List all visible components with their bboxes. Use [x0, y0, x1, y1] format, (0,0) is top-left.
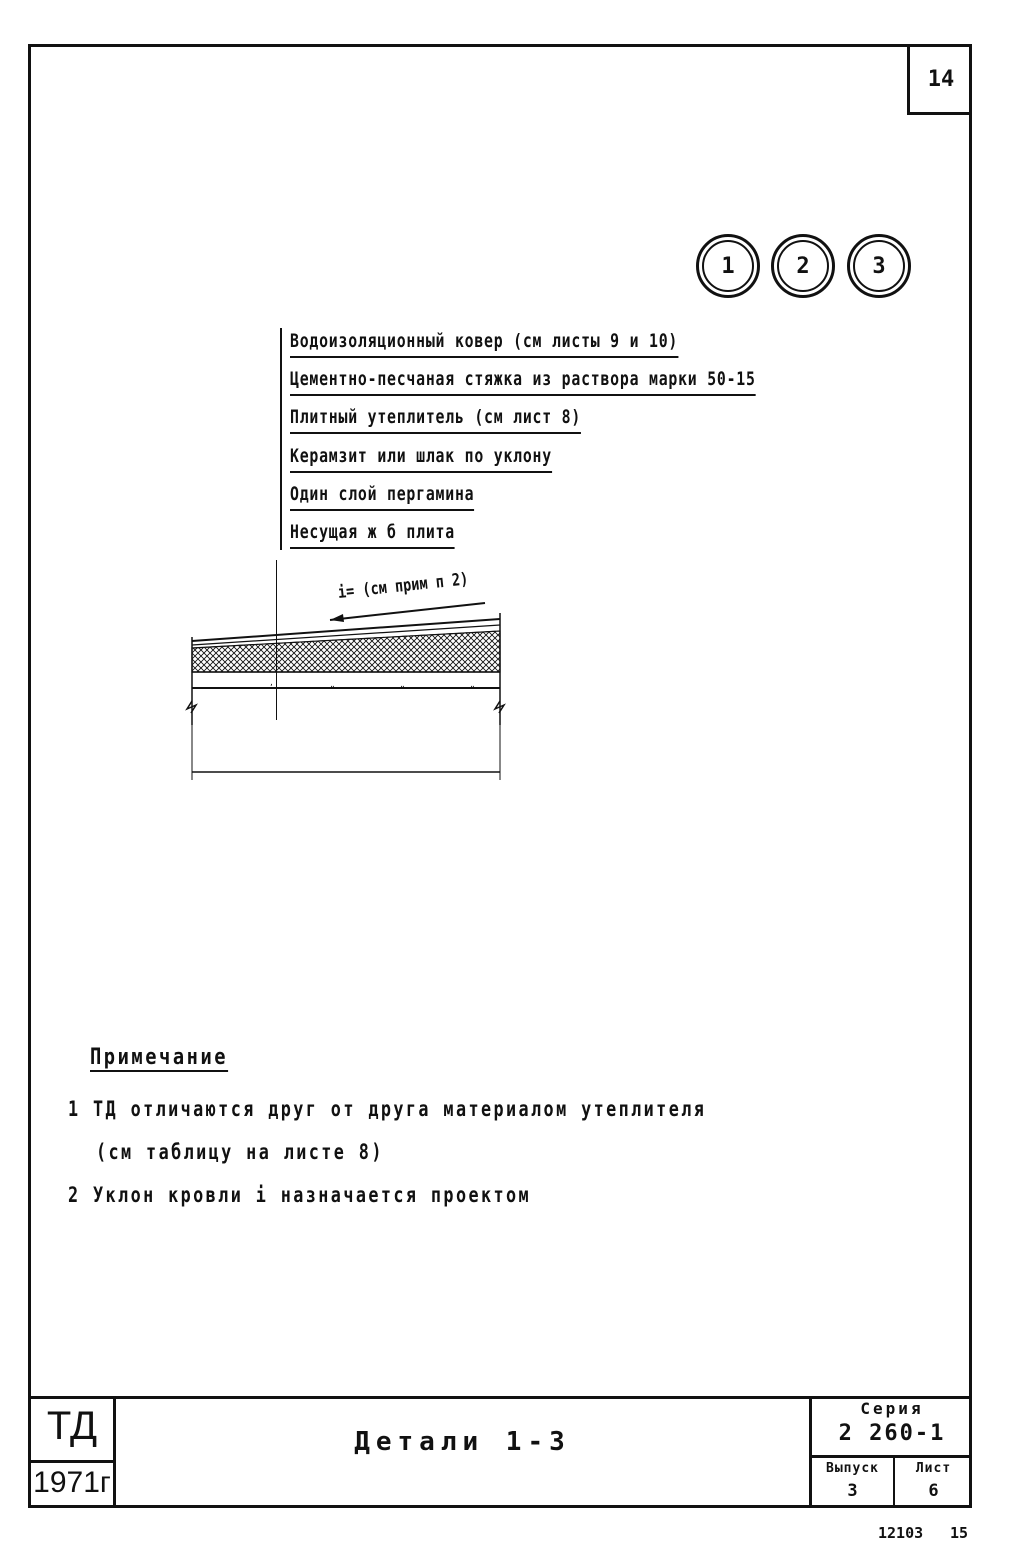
- layer-label-6: Несущая ж б плита: [290, 521, 455, 549]
- layer-label-5: Один слой пергамина: [290, 483, 474, 511]
- layer-label-1: Водоизоляционный ковер (см листы 9 и 10): [290, 330, 678, 358]
- detail-marker-2: [771, 234, 835, 298]
- detail-marker-1: [696, 234, 760, 298]
- detail-marker-label: 2: [796, 253, 810, 279]
- layer-label-2: Цементно-песчаная стяжка из раствора марки 50-15: [290, 368, 756, 396]
- title-block-org: ТД: [46, 1404, 98, 1448]
- svg-text:„: „: [330, 680, 335, 690]
- title-block-year: 1971г: [33, 1466, 111, 1499]
- layer-label-3: Плитный утеплитель (см лист 8): [290, 406, 581, 434]
- sheet-value: 6: [928, 1481, 939, 1501]
- series-value: 2 260-1: [838, 1421, 946, 1446]
- detail-marker-label: 1: [721, 253, 735, 279]
- svg-text:„: „: [400, 680, 405, 690]
- layer-leader-line: [280, 328, 282, 550]
- note-1: 1 ТД отличаются друг от друга материалом утеплителя: [68, 1097, 707, 1121]
- left-break-symbol: [187, 701, 196, 713]
- sheet-number-box: [907, 47, 972, 115]
- footer-page: 15: [950, 1524, 969, 1542]
- drawing-title: Детали 1-3: [354, 1427, 571, 1457]
- issue-label: Выпуск: [826, 1461, 879, 1476]
- note-2: 2 Уклон кровли i назначается проектом: [68, 1183, 532, 1207]
- slope-label: i= (см прим п 2): [336, 569, 470, 603]
- detail-marker-3: [847, 234, 911, 298]
- sheet-number: 14: [927, 67, 955, 92]
- right-break-symbol: [495, 701, 504, 713]
- title-block-series-divider: [809, 1455, 972, 1458]
- svg-text:„: „: [470, 680, 475, 690]
- note-1-continued: (см таблицу на листе 8): [96, 1140, 384, 1164]
- slope-arrow: [330, 603, 485, 620]
- title-block-org-divider: [28, 1460, 115, 1463]
- footer-code: 12103: [878, 1524, 924, 1542]
- svg-text:,: ,: [270, 678, 273, 688]
- detail-marker-label: 3: [872, 253, 886, 279]
- sheet-label: Лист: [915, 1461, 952, 1476]
- series-label: Серия: [860, 1399, 924, 1418]
- roof-section-drawing: [180, 575, 520, 790]
- layer-label-4: Керамзит или шлак по уклону: [290, 445, 552, 473]
- slope-arrowhead: [330, 614, 344, 622]
- issue-value: 3: [847, 1481, 858, 1501]
- notes-title: Примечание: [90, 1045, 229, 1070]
